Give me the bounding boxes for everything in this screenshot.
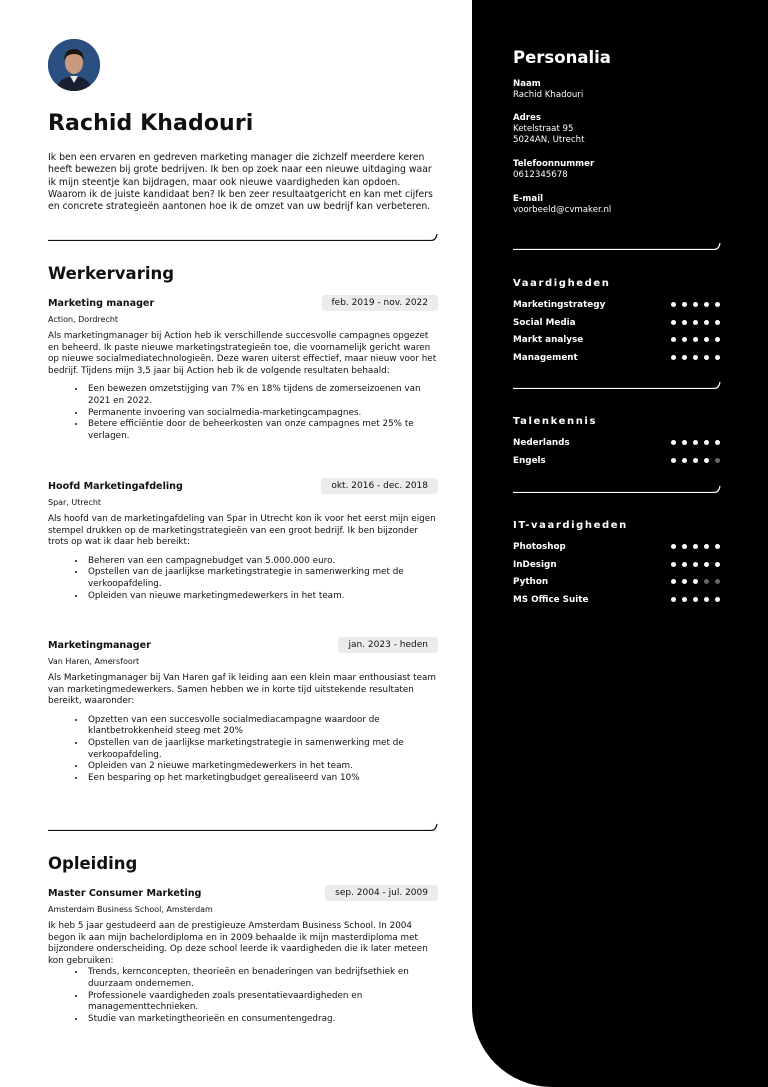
field-label: Telefoonnummer (513, 159, 595, 169)
avatar-photo (48, 39, 100, 91)
skill-dot (693, 355, 698, 360)
education-description: Ik heb 5 jaar gestudeerd aan de prestigieuze Amsterdam Business School. In 2004 begon ik aan mijn bachelordiploma en in 2009 behaalde ik mijn masterdiploma met bijzondere onderscheiding. Op deze school leerde ik vaardigheden die ik later meteen kon gebruiken: (48, 921, 428, 966)
list-item: • Opleiden van nieuwe marketingmedewerkers in het team. (86, 591, 438, 603)
education-dates: sep. 2004 - jul. 2009 (325, 885, 438, 901)
job-entry (48, 478, 438, 602)
field-value-line2: 5024AN, Utrecht (513, 135, 585, 145)
job-company: Van Haren, Amersfoort (48, 657, 140, 666)
skill-dot (693, 562, 698, 567)
skill-name: Marketingstrategy (513, 300, 606, 310)
field-value: voorbeeld@cvmaker.nl (513, 205, 612, 215)
skill-dot (704, 597, 709, 602)
skill-dot (704, 337, 709, 342)
skill-level-dots (671, 597, 720, 602)
skill-name: InDesign (513, 559, 557, 570)
list-item: • Opstellen van de jaarlijkse marketingstrategie in samenwerking met de verkoopafdeling. (86, 738, 438, 761)
skill-dot (671, 320, 676, 325)
experience-title: Werkervaring (48, 264, 175, 283)
skill-row (513, 542, 720, 554)
list-item: • Een bewezen omzetstijging van 7% en 18% tijdens de zomerseizoenen van 2021 en 2022. (86, 384, 438, 407)
skill-level-dots (671, 440, 720, 445)
list-item: • Opstellen van de jaarlijkse marketingstrategie in samenwerking met de verkoopafdeling. (86, 567, 438, 590)
skill-dot (693, 302, 698, 307)
list-item: • Beheren van een campagnebudget van 5.000.000 euro. (86, 556, 438, 568)
list-item: • Opzetten van een succesvolle socialmediacampagne waardoor de klantbetrokkenheid steeg met 20% (86, 715, 438, 738)
job-title: Marketing manager (48, 298, 155, 309)
job-title: Hoofd Marketingafdeling (48, 481, 183, 492)
job-bullets (48, 556, 438, 602)
skill-dot (704, 302, 709, 307)
education-entry (48, 885, 438, 1025)
skill-name: Nederlands (513, 438, 570, 448)
skill-row (513, 560, 720, 572)
skill-row (513, 595, 720, 607)
job-entry (48, 295, 438, 442)
skill-dot (671, 440, 676, 445)
field-value: 0612345678 (513, 170, 568, 180)
job-company: Spar, Utrecht (48, 498, 102, 507)
skill-name: Management (513, 352, 578, 363)
list-item: • Permanente invoering van socialmedia-marketingcampagnes. (86, 408, 438, 420)
skill-dot (704, 355, 709, 360)
skill-dot (671, 302, 676, 307)
skill-dot (671, 597, 676, 602)
skill-dot (671, 337, 676, 342)
skills-title: Vaardigheden (513, 278, 611, 289)
education-title: Opleiding (48, 854, 138, 873)
skill-dot (704, 320, 709, 325)
skill-dot (682, 579, 687, 584)
field-value: Ketelstraat 95 (513, 124, 574, 134)
it-skills-title: IT-vaardigheden (513, 520, 628, 531)
skill-dot (704, 579, 709, 584)
skill-dot (671, 355, 676, 360)
education-school: Amsterdam Business School, Amsterdam (48, 905, 213, 914)
skill-dot (693, 337, 698, 342)
skill-dot (682, 458, 687, 463)
skill-row (513, 300, 720, 312)
skill-dot (715, 440, 720, 445)
sidebar (472, 0, 768, 1087)
list-item: • Betere efficiëntie door de beheerkosten van onze campagnes met 25% te verlagen. (86, 419, 438, 442)
skill-row (513, 353, 720, 365)
list-item: • Professionele vaardigheden zoals presentatievaardigheden en managementtechnieken. (86, 991, 438, 1014)
candidate-name: Rachid Khadouri (48, 111, 254, 136)
skill-row (513, 335, 720, 347)
job-dates: jan. 2023 - heden (338, 637, 438, 653)
field-value: Rachid Khadouri (513, 90, 584, 100)
education-title-text: Master Consumer Marketing (48, 888, 202, 899)
section-divider (48, 233, 438, 241)
skill-dot (682, 302, 687, 307)
skill-dot (715, 320, 720, 325)
skill-dot (693, 579, 698, 584)
sidebar-divider (513, 381, 721, 389)
skill-dot (671, 544, 676, 549)
skill-level-dots (671, 337, 720, 342)
list-item: • Een besparing op het marketingbudget gerealiseerd van 10% (86, 773, 438, 785)
skill-level-dots (671, 544, 720, 549)
job-description: Als Marketingmanager bij Van Haren gaf ik leiding aan een klein maar enthousiast team van marketingmedewerkers. Samen hebben we in korte tijd uitstekende resultaten bereikt, waaronder: (48, 673, 436, 707)
list-item: • Trends, kernconcepten, theorieën en benaderingen van bedrijfsethiek en duurzaam ondernemen. (86, 967, 438, 990)
skill-level-dots (671, 302, 720, 307)
skill-name: Social Media (513, 317, 576, 328)
skill-dot (715, 562, 720, 567)
list-item: • Studie van marketingtheorieën en consumentengedrag. (86, 1014, 438, 1026)
skill-name: Python (513, 577, 549, 587)
field-label: Naam (513, 79, 541, 89)
skill-dot (682, 440, 687, 445)
skill-dot (693, 597, 698, 602)
skill-name: Markt analyse (513, 335, 584, 345)
skill-row (513, 438, 720, 450)
languages-title: Talenkennis (513, 416, 597, 427)
skill-dot (682, 562, 687, 567)
skill-dot (715, 544, 720, 549)
skill-name: Photoshop (513, 542, 566, 552)
skill-level-dots (671, 320, 720, 325)
skill-dot (715, 579, 720, 584)
skill-dot (693, 458, 698, 463)
job-dates: okt. 2016 - dec. 2018 (321, 478, 438, 494)
skill-dot (682, 544, 687, 549)
skill-dot (693, 320, 698, 325)
skill-dot (682, 597, 687, 602)
skill-dot (671, 458, 676, 463)
job-title: Marketingmanager (48, 640, 151, 651)
skill-dot (715, 337, 720, 342)
skill-row (513, 456, 720, 468)
job-description: Als hoofd van de marketingafdeling van Spar in Utrecht kon ik voor het eerst mijn eigen stempel drukken op de marketingstrategieën van een groot bedrijf. Ik ben bijzonder trots op wat ik daar heb bereikt: (48, 514, 436, 548)
section-divider (48, 823, 438, 831)
skill-level-dots (671, 355, 720, 360)
sidebar-divider (513, 485, 721, 493)
skill-dot (682, 355, 687, 360)
intro-text: Ik ben een ervaren en gedreven marketing manager die zichzelf meerdere keren heeft bewezen bij grote bedrijven. Ik ben op zoek naar een nieuwe uitdaging waar ik mijn steentje kan bijdragen, maar ook nieuwe vaardigheden kan opdoen. Waarom ik de juiste kandidaat ben? Ik ben zeer resultaatgericht en kan met cijfers en concrete strategieën aantonen hoe ik de omzet van uw bedrijf kan verbeteren. (48, 152, 433, 213)
job-entry (48, 637, 438, 784)
skill-dot (671, 579, 676, 584)
job-description: Als marketingmanager bij Action heb ik verschillende succesvolle campagnes opgezet en beheerd. Ik paste nieuwe marketingstrategieën toe, die voornamelijk gericht waren op nieuwe socialmediatechnologieën. Deze waren uiterst effectief, maar nieuw voor het bedrijf. Tijdens mijn 3,5 jaar bij Action heb ik de volgende resultaten behaald: (48, 331, 437, 376)
skill-level-dots (671, 579, 720, 584)
avatar (48, 39, 100, 91)
skill-row (513, 577, 720, 589)
skill-row (513, 318, 720, 330)
skill-level-dots (671, 458, 720, 463)
field-address (513, 113, 743, 146)
field-label: E-mail (513, 194, 544, 204)
skill-dot (693, 440, 698, 445)
skill-dot (682, 320, 687, 325)
skill-name: Engels (513, 455, 546, 466)
skill-dot (704, 440, 709, 445)
field-email (513, 194, 743, 216)
skill-dot (704, 544, 709, 549)
education-bullets (48, 967, 438, 1025)
skill-name: MS Office Suite (513, 594, 589, 605)
skill-dot (715, 458, 720, 463)
field-label: Adres (513, 113, 541, 123)
skill-dot (715, 355, 720, 360)
skill-level-dots (671, 562, 720, 567)
skill-dot (715, 597, 720, 602)
field-phone (513, 159, 743, 181)
skill-dot (704, 458, 709, 463)
sidebar-divider (513, 242, 721, 250)
job-bullets (48, 384, 438, 442)
skill-dot (704, 562, 709, 567)
skill-dot (715, 302, 720, 307)
job-company: Action, Dordrecht (48, 315, 119, 324)
field-name (513, 79, 743, 101)
job-dates: feb. 2019 - nov. 2022 (322, 295, 438, 311)
skill-dot (671, 562, 676, 567)
skill-dot (693, 544, 698, 549)
skill-dot (682, 337, 687, 342)
job-bullets (48, 715, 438, 785)
list-item: • Opleiden van 2 nieuwe marketingmedewerkers in het team. (86, 761, 438, 773)
personalia-title: Personalia (513, 48, 611, 67)
